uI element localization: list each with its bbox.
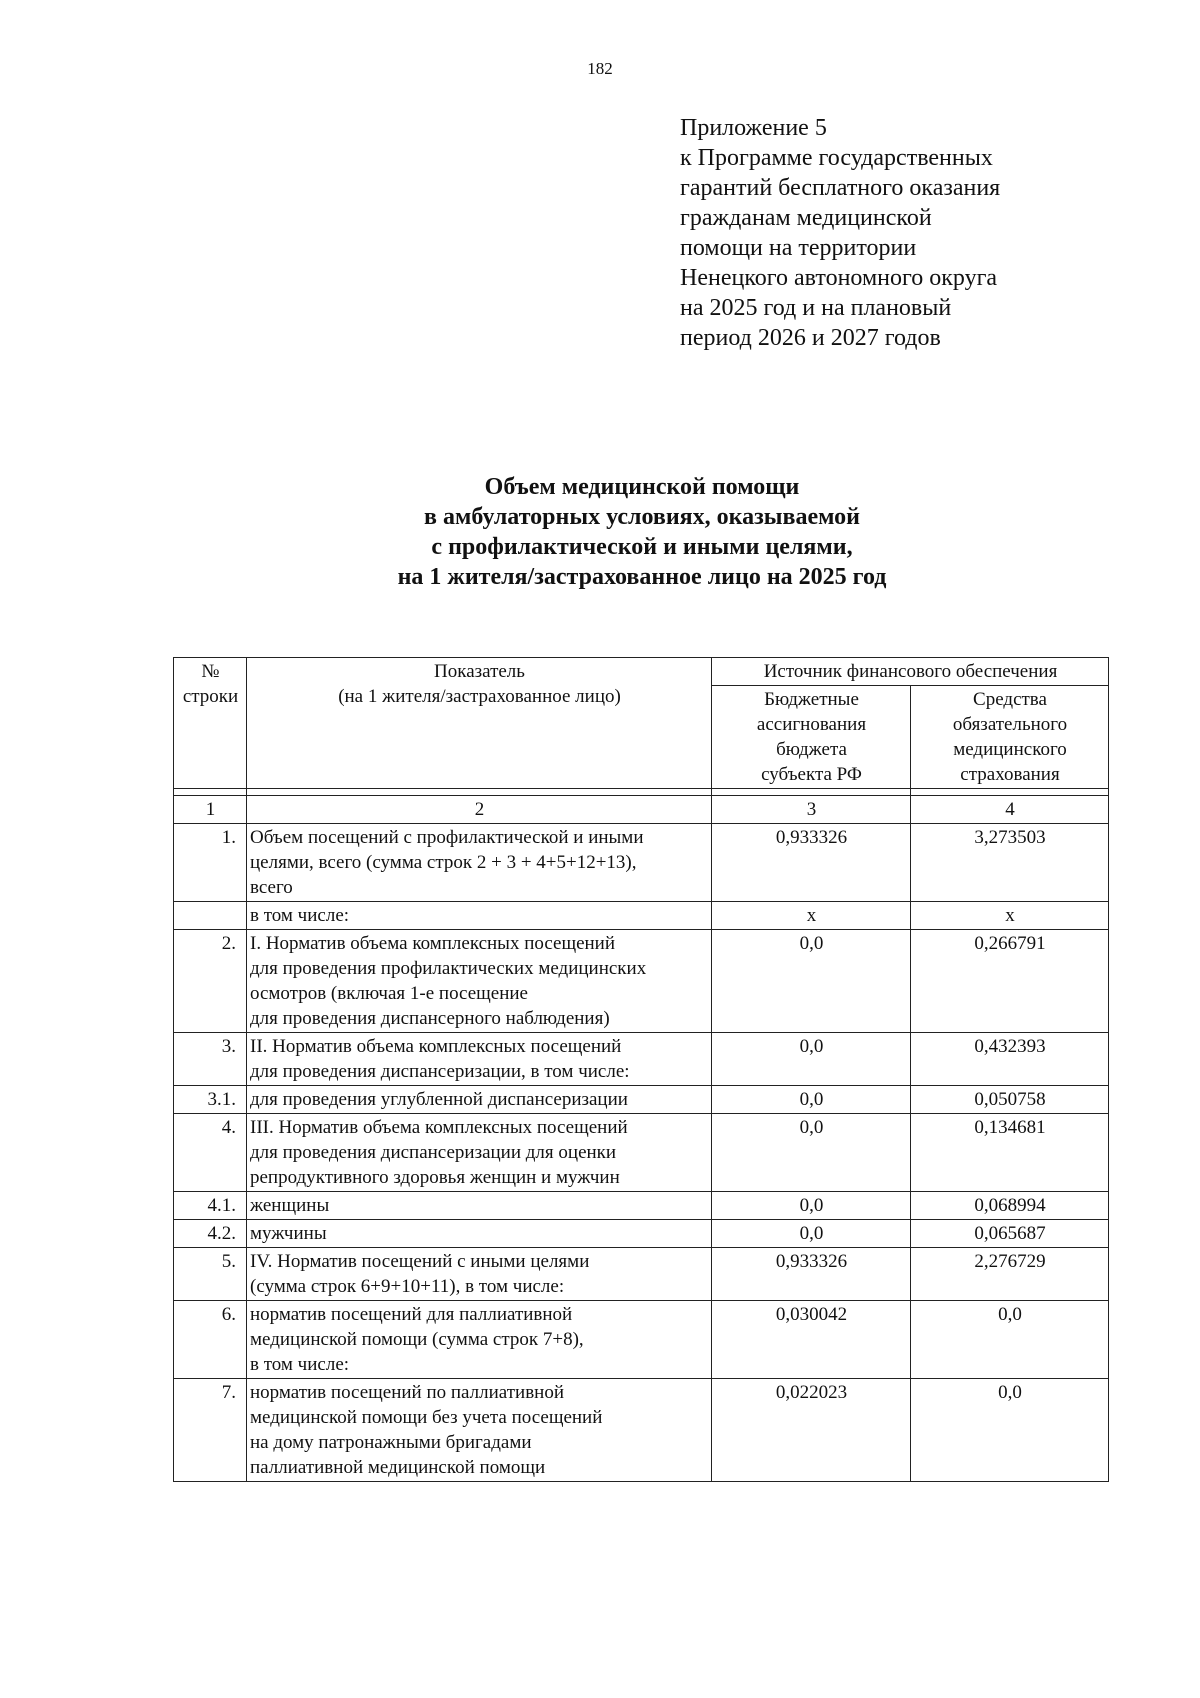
header-row-number: [174, 658, 247, 789]
header-text: (на 1 жителя/застрахованное лицо): [338, 686, 621, 707]
indicator-text: [247, 930, 712, 1033]
indicator-line: медицинской помощи без учета посещений: [250, 1407, 603, 1428]
indicator-line: мужчины: [250, 1223, 327, 1244]
indicator-text: [247, 1379, 712, 1482]
appendix-line: на 2025 год и на плановый: [680, 295, 952, 321]
indicator-line: медицинской помощи (сумма строк 7+8),: [250, 1329, 584, 1350]
table-row: [174, 1033, 1109, 1086]
indicator-line: для проведения диспансеризации для оценки: [250, 1142, 617, 1163]
row-number: 4.2.: [174, 1220, 247, 1248]
row-number: [174, 902, 247, 930]
header-text: №: [201, 661, 220, 682]
volume-table: [173, 657, 1109, 1482]
appendix-line: помощи на территории: [680, 235, 917, 261]
indicator-text: [247, 1192, 712, 1220]
budget-value: x: [712, 902, 911, 930]
header-text: Средства: [973, 689, 1047, 710]
table-header-row: [174, 658, 1109, 686]
appendix-line: к Программе государственных: [680, 145, 993, 171]
oms-value: 0,065687: [911, 1220, 1109, 1248]
indicator-text: [247, 1220, 712, 1248]
table-row: [174, 1086, 1109, 1114]
indicator-line: в том числе:: [250, 905, 350, 926]
header-indicator: [247, 658, 712, 789]
indicator-text: [247, 824, 712, 902]
column-number-row: [174, 796, 1109, 824]
column-number: 4: [911, 796, 1109, 824]
appendix-line: гражданам медицинской: [680, 205, 932, 231]
column-number: 2: [247, 796, 712, 824]
appendix-line: Приложение 5: [680, 115, 827, 141]
indicator-line: I. Норматив объема комплексных посещений: [250, 933, 616, 954]
header-text: Показатель: [434, 661, 525, 682]
title-line: с профилактической и иными целями,: [431, 534, 853, 560]
indicator-line: на дому патронажными бригадами: [250, 1432, 532, 1453]
indicator-text: [247, 1114, 712, 1192]
indicator-line: паллиативной медицинской помощи: [250, 1457, 546, 1478]
header-text: Бюджетные: [764, 689, 859, 710]
row-number: 4.1.: [174, 1192, 247, 1220]
oms-value: 0,266791: [911, 930, 1109, 1033]
indicator-line: III. Норматив объема комплексных посещений: [250, 1117, 628, 1138]
budget-value: 0,933326: [712, 1248, 911, 1301]
indicator-text: [247, 1248, 712, 1301]
header-funding-source: Источник финансового обеспечения: [712, 658, 1109, 686]
indicator-line: для проведения диспансеризации, в том числе:: [250, 1061, 630, 1082]
row-number: 6.: [174, 1301, 247, 1379]
header-text: медицинского: [953, 739, 1067, 760]
indicator-line: Объем посещений с профилактической и иными: [250, 827, 644, 848]
row-number: 5.: [174, 1248, 247, 1301]
table-row: [174, 1114, 1109, 1192]
row-number: 3.: [174, 1033, 247, 1086]
appendix-reference: [680, 113, 1100, 353]
row-number: 1.: [174, 824, 247, 902]
table-row: [174, 930, 1109, 1033]
indicator-line: норматив посещений по паллиативной: [250, 1382, 565, 1403]
indicator-line: (сумма строк 6+9+10+11), в том числе:: [250, 1276, 565, 1297]
table-row: [174, 1248, 1109, 1301]
budget-value: 0,0: [712, 1033, 911, 1086]
header-oms: [911, 686, 1109, 789]
header-text: бюджета: [776, 739, 847, 760]
oms-value: 0,068994: [911, 1192, 1109, 1220]
budget-value: 0,0: [712, 930, 911, 1033]
table-row: [174, 1220, 1109, 1248]
budget-value: 0,0: [712, 1220, 911, 1248]
oms-value: 0,0: [911, 1379, 1109, 1482]
indicator-line: репродуктивного здоровья женщин и мужчин: [250, 1167, 620, 1188]
oms-value: 0,0: [911, 1301, 1109, 1379]
indicator-line: женщины: [250, 1195, 330, 1216]
header-text: субъекта РФ: [761, 764, 862, 785]
indicator-line: для проведения диспансерного наблюдения): [250, 1008, 610, 1029]
title-line: в амбулаторных условиях, оказываемой: [424, 504, 860, 530]
row-number: 7.: [174, 1379, 247, 1482]
header-gap: [174, 789, 1109, 796]
indicator-line: II. Норматив объема комплексных посещений: [250, 1036, 622, 1057]
oms-value: 2,276729: [911, 1248, 1109, 1301]
table-row: [174, 902, 1109, 930]
indicator-line: целями, всего (сумма строк 2 + 3 + 4+5+12+13),: [250, 852, 637, 873]
header-text: страхования: [960, 764, 1060, 785]
row-number: 4.: [174, 1114, 247, 1192]
budget-value: 0,0: [712, 1114, 911, 1192]
indicator-text: [247, 1086, 712, 1114]
indicator-line: IV. Норматив посещений с иными целями: [250, 1251, 590, 1272]
header-text: строки: [182, 686, 239, 707]
row-number: 3.1.: [174, 1086, 247, 1114]
title-line: Объем медицинской помощи: [484, 474, 800, 500]
budget-value: 0,022023: [712, 1379, 911, 1482]
title-line: на 1 жителя/застрахованное лицо на 2025 год: [397, 564, 887, 590]
oms-value: 0,050758: [911, 1086, 1109, 1114]
budget-value: 0,0: [712, 1192, 911, 1220]
table-row: [174, 1192, 1109, 1220]
indicator-line: в том числе:: [250, 1354, 350, 1375]
appendix-line: Ненецкого автономного округа: [680, 265, 998, 291]
table-row: [174, 1379, 1109, 1482]
budget-value: 0,933326: [712, 824, 911, 902]
row-number: 2.: [174, 930, 247, 1033]
oms-value: 0,432393: [911, 1033, 1109, 1086]
appendix-line: период 2026 и 2027 годов: [680, 325, 941, 351]
document-title: [0, 472, 1200, 592]
appendix-line: гарантий бесплатного оказания: [680, 175, 1001, 201]
indicator-text: [247, 902, 712, 930]
budget-value: 0,030042: [712, 1301, 911, 1379]
indicator-line: всего: [250, 877, 293, 898]
indicator-line: норматив посещений для паллиативной: [250, 1304, 573, 1325]
column-number: 3: [712, 796, 911, 824]
table-row: [174, 1301, 1109, 1379]
oms-value: 0,134681: [911, 1114, 1109, 1192]
oms-value: 3,273503: [911, 824, 1109, 902]
indicator-text: [247, 1301, 712, 1379]
header-text: обязательного: [952, 714, 1068, 735]
oms-value: x: [911, 902, 1109, 930]
header-budget: [712, 686, 911, 789]
budget-value: 0,0: [712, 1086, 911, 1114]
indicator-line: для проведения профилактических медицинских: [250, 958, 647, 979]
indicator-line: осмотров (включая 1-е посещение: [250, 983, 528, 1004]
indicator-line: для проведения углубленной диспансеризации: [250, 1089, 628, 1110]
table-row: [174, 824, 1109, 902]
indicator-text: [247, 1033, 712, 1086]
column-number: 1: [174, 796, 247, 824]
page-number: 182: [587, 59, 613, 78]
header-text: ассигнования: [756, 714, 867, 735]
